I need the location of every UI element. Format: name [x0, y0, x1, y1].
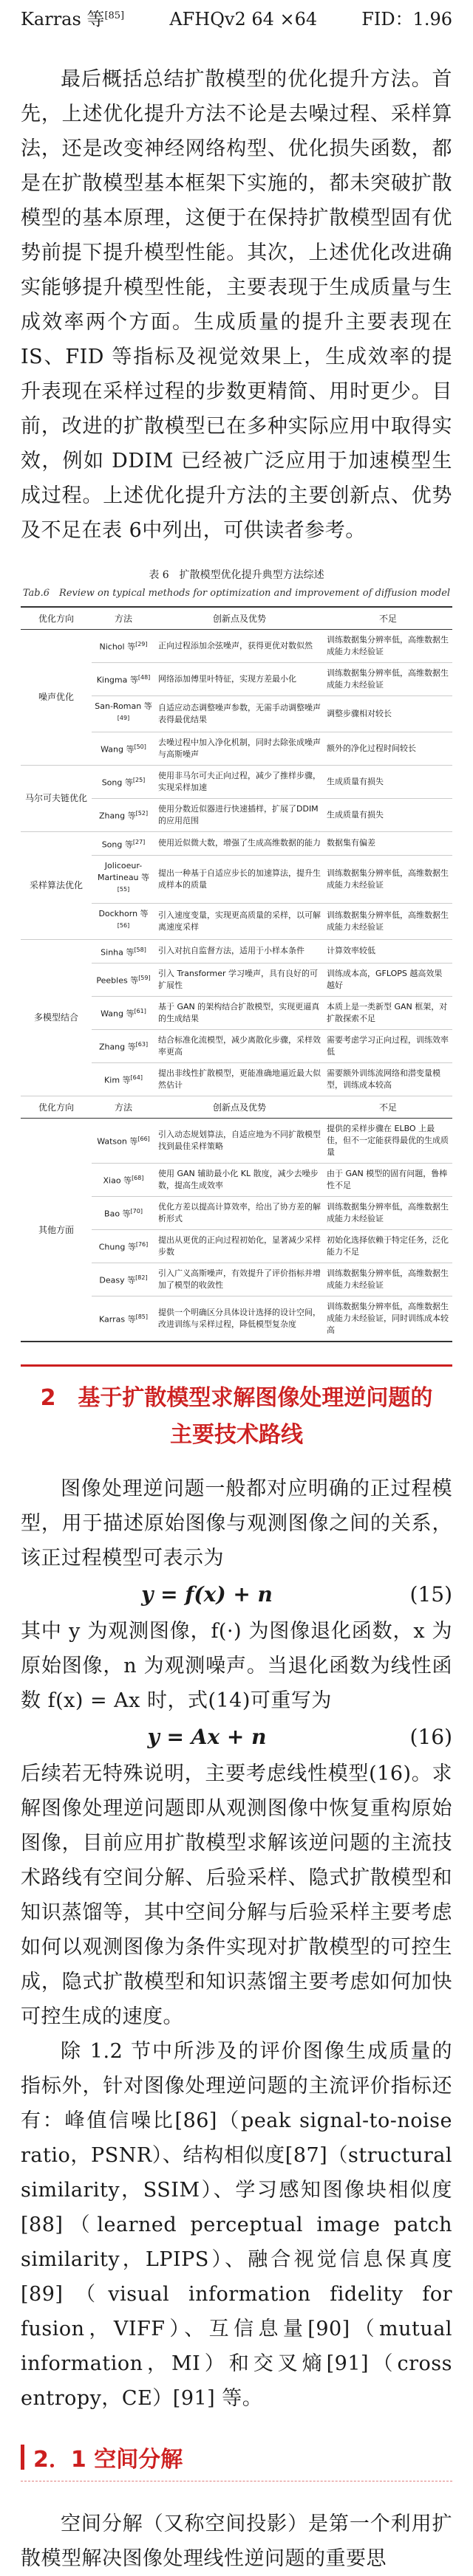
- cell-method-ref: [70]: [130, 1208, 143, 1215]
- th-repeat-1: 方法: [92, 1096, 155, 1119]
- section-2-paragraph-2: 其中 y 为观测图像，f(·) 为图像退化函数，x 为原始图像，n 为观测噪声。当退化函数为线性函数 f(x) = Ax 时，式(14)可重写为: [21, 1620, 452, 1713]
- header-method-name: Karras 等: [21, 9, 105, 30]
- cell-method-name: Zhang 等: [98, 1043, 136, 1053]
- cell-method: [92, 1263, 155, 1296]
- cell-method-name: Wang 等: [101, 744, 135, 755]
- cell-innovation: 基于 GAN 的架构结合扩散模型，实现更逼真的生成结果: [155, 997, 324, 1030]
- table-row: [21, 1119, 452, 1164]
- cell-method: [92, 1119, 155, 1164]
- cell-method: [92, 1197, 155, 1230]
- cell-method-ref: [58]: [134, 946, 146, 953]
- cell-method-name: Nichol 等: [99, 642, 136, 652]
- cell-limitation: 由于 GAN 模型的固有问题，鲁棒性不足: [324, 1164, 452, 1197]
- cell-limitation: 训练成本高，GFLOPS 越高效果越好: [324, 964, 452, 997]
- cell-method-ref: [59]: [138, 975, 151, 982]
- cell-direction: 噪声优化: [21, 630, 92, 766]
- cell-innovation: 使用近似微大数，增强了生成高维数据的能力: [155, 831, 324, 856]
- cell-limitation: 训练数据集分辨率低，高维数据生成能力未经验证: [324, 663, 452, 696]
- cell-method-ref: [76]: [135, 1241, 149, 1248]
- cell-innovation: 使用 GAN 辅助最小化 KL 散度，减少去噪步数，提高生成效率: [155, 1164, 324, 1197]
- section-2-paragraph-3: 后续若无特殊说明，主要考虑线性模型(16)。求解图像处理逆问题即从观测图像中恢复重构原始图像，目前应用扩散模型求解该逆问题的主流技术路线有空间分解、后验采样、隐式扩散模型和知识蒸馏等，其中空间分解与后验采样主要考虑如何以观测图像为条件实现对扩散模型的可控生成，隐式扩散模型和知识蒸馏主要考虑如何加快可控生成的速度。: [21, 1762, 452, 2029]
- cell-method-ref: [63]: [135, 1041, 149, 1048]
- cell-limitation: 需要额外训练流网络和潜变量模型，训练成本较高: [324, 1063, 452, 1096]
- cell-method-name: Kingma 等: [96, 675, 138, 685]
- equation-16-body: y = Ax + n: [147, 1725, 267, 1750]
- cell-method-name: Watson 等: [97, 1137, 138, 1147]
- table-row: [21, 831, 452, 856]
- cell-limitation: 提供的采样步骤在 ELBO 上最佳，但不一定能获得最优的生成质量: [324, 1119, 452, 1164]
- th-direction: 优化方向: [21, 607, 92, 630]
- table-continuation-row: [21, 0, 452, 34]
- section-2-paragraph-4: 除 1.2 节中所涉及的评价图像生成质量的指标外，针对图像处理逆问题的主流评价指标还有：峰值信噪比[86]（peak signal-to-noise ratio，PSNR）、结构相似度[87]（structural similarity，SSIM）、学习感知图像块相似度[88]（learned perceptual image patch similarity，LPIPS）、融合视觉信息保真度[89]（visual information fidelity for fusion，VIFF）、互信息量[90]（mutual information，MI）和交叉熵[91]（cross entropy，CE）[91] 等。: [21, 2040, 452, 2411]
- cell-direction: 马尔可夫链优化: [21, 765, 92, 831]
- cell-innovation: 使用分数近似器进行快速插样，扩展了DDIM 的应用范围: [155, 798, 324, 831]
- cell-method-ref: [25]: [132, 776, 146, 783]
- cell-limitation: 训练数据集分辨率低，高维数据生成能力未经验证，同时训练成本较高: [324, 1296, 452, 1342]
- cell-innovation: 引入速度变量，实现更高质量的采样，以可解离速度采样: [155, 903, 324, 939]
- cell-innovation: 引入对抗自监督方法，适用于小样本条件: [155, 939, 324, 964]
- table-row: [21, 765, 452, 798]
- cell-method-ref: [55]: [117, 886, 130, 893]
- review-table: [21, 606, 452, 1342]
- table-6: [21, 567, 452, 1342]
- cell-method-name: Wang 等: [101, 1009, 135, 1020]
- section-2-paragraph-1: 图像处理逆问题一般都对应明确的正过程模型，用于描述原始图像与观测图像之间的关系，该正过程模型可表示为: [21, 1477, 452, 1570]
- cell-method: [92, 630, 155, 663]
- equation-16: [21, 1718, 452, 1756]
- cell-limitation: 训练数据集分辨率低，高维数据生成能力未经验证: [324, 1263, 452, 1296]
- cell-method: [92, 696, 155, 732]
- cell-method-name: Zhang 等: [98, 811, 136, 821]
- cell-method-ref: [68]: [132, 1175, 144, 1182]
- cell-method: [92, 903, 155, 939]
- cell-method-name: Karras 等: [98, 1315, 136, 1325]
- th-limitation: 不足: [324, 607, 452, 630]
- header-fid: FID：1.96: [361, 9, 452, 30]
- th-repeat-0: 优化方向: [21, 1096, 92, 1119]
- cell-limitation: 计算效率较低: [324, 939, 452, 964]
- equation-15: [21, 1576, 452, 1614]
- cell-method: [92, 831, 155, 856]
- cell-method-name: Kim 等: [104, 1076, 131, 1086]
- cell-limitation: 生成质量有损失: [324, 798, 452, 831]
- cell-method-name: Bao 等: [104, 1209, 131, 1220]
- cell-method-ref: [49]: [117, 715, 130, 721]
- cell-method-name: Sinha 等: [101, 947, 135, 958]
- subsection-2-1-heading: [21, 2441, 452, 2473]
- cell-method: [92, 1030, 155, 1063]
- cell-method: [92, 964, 155, 997]
- cell-method: [92, 1296, 155, 1342]
- th-repeat-3: 不足: [324, 1096, 452, 1119]
- cell-innovation: 正向过程添加余弦噪声，获得更优对数似然: [155, 630, 324, 663]
- cell-method: [92, 856, 155, 904]
- cell-method: [92, 997, 155, 1030]
- equation-15-body: y = f(x) + n: [141, 1582, 273, 1607]
- cell-innovation: 网络添加傅里叶特征，实现方差最小化: [155, 663, 324, 696]
- cell-method-ref: [27]: [132, 838, 146, 845]
- cell-innovation: 引入广义高斯噪声，有效提升了评价指标并增加了模型的收敛性: [155, 1263, 324, 1296]
- cell-method-name: Deasy 等: [99, 1276, 136, 1286]
- cell-method-name: Peebles 等: [96, 976, 139, 986]
- cell-method: [92, 1230, 155, 1263]
- cell-innovation: 提供一个明确区分具体设计选择的设计空间，改进训练与采样过程，降低模型复杂度: [155, 1296, 324, 1342]
- cell-method-ref: [56]: [117, 921, 130, 929]
- cell-limitation: 调整步骤相对较长: [324, 696, 452, 732]
- cell-method-ref: [52]: [135, 809, 149, 817]
- table-caption-cn: 表 6 扩散模型优化提升典型方法综述: [149, 569, 324, 581]
- header-dataset: AFHQv2 64 ×64: [169, 9, 318, 30]
- cell-direction: 其他方面: [21, 1119, 92, 1342]
- cell-limitation: 生成质量有损失: [324, 765, 452, 798]
- cell-method: [92, 798, 155, 831]
- cell-method-ref: [48]: [137, 674, 151, 681]
- cell-method-name: Xiao 等: [103, 1176, 132, 1186]
- cell-innovation: 使用非马尔可夫正向过程，减少了推样步骤，实现采样加速: [155, 765, 324, 798]
- cell-limitation: 训练数据集分辨率低，高维数据生成能力未经验证: [324, 903, 452, 939]
- subsection-accent-bar: [21, 2445, 24, 2470]
- cell-limitation: 本质上是一类新型 GAN 框架，对扩散探索不足: [324, 997, 452, 1030]
- table-row: [21, 939, 452, 964]
- cell-method-ref: [29]: [135, 641, 148, 648]
- cell-limitation: 训练数据集分辨率低，高维数据生成能力未经验证: [324, 856, 452, 904]
- cell-innovation: 提出从更优的正向过程初始化，显著减少采样步数: [155, 1230, 324, 1263]
- cell-method: [92, 663, 155, 696]
- cell-limitation: 训练数据集分辨率低，高维数据生成能力未经验证: [324, 1197, 452, 1230]
- cell-method-name: San-Roman 等: [95, 701, 152, 711]
- cell-method-ref: [85]: [135, 1313, 148, 1321]
- cell-method: [92, 1063, 155, 1096]
- cell-method-ref: [66]: [137, 1136, 150, 1143]
- equation-15-number: (15): [409, 1582, 452, 1607]
- cell-direction: 采样算法优化: [21, 831, 92, 939]
- cell-method-ref: [61]: [134, 1008, 146, 1015]
- cell-innovation: 自适应动态调整噪声参数，无需手动调整噪声表得最优结果: [155, 696, 324, 732]
- table-row: [21, 630, 452, 663]
- header-method: [21, 4, 124, 30]
- cell-innovation: 引入 Transformer 学习噪声，具有良好的可扩展性: [155, 964, 324, 997]
- cell-innovation: 提出非线性扩散模型，更能准确地逼近最大似然估计: [155, 1063, 324, 1096]
- table-caption-en: Tab.6 Review on typical methods for optimization and improvement of diffusion model: [22, 588, 451, 599]
- cell-method: [92, 939, 155, 964]
- cell-limitation: 额外的净化过程时间较长: [324, 732, 452, 765]
- cell-method-ref: [50]: [134, 743, 146, 750]
- cell-innovation: 提出一种基于自适应步长的加速算法，提升生成样本的质量: [155, 856, 324, 904]
- cell-limitation: 需要考虑学习正向过程，训练效率低: [324, 1030, 452, 1063]
- subsection-2-1-paragraph: 空间分解（又称空间投影）是第一个利用扩散模型解决图像处理线性逆问题的重要思: [21, 2513, 452, 2571]
- cell-method-ref: [64]: [130, 1074, 143, 1082]
- cell-limitation: 数据集有偏差: [324, 831, 452, 856]
- table-body: [21, 630, 452, 1342]
- cell-method-ref: [82]: [135, 1274, 148, 1282]
- th-innovation: 创新点及优势: [155, 607, 324, 630]
- cell-limitation: 训练数据集分辨率低，高维数据生成能力未经验证: [324, 630, 452, 663]
- summary-paragraph: 最后概括总结扩散模型的优化提升方法。首先，上述优化提升方法不论是去噪过程、采样算法，还是改变神经网络构型、优化损失函数，都是在扩散模型基本框架下实施的，都未突破扩散模型的基本原理，这便于在保持扩散模型固有优势前提下提升模型性能。其次，上述优化改进确实能够提升模型性能，主要表现于生成质量与生成效率两个方面。生成质量的提升主要表现在 IS、FID 等指标及视觉效果上，生成效率的提升表现在采样过程的步数更精简、用时更少。目前，改进的扩散模型已在多种实际应用中取得实效，例如 DDIM 已经被广泛应用于加速模型生成过程。上述优化提升方法的主要创新点、优势及不足在表 6中列出，可供读者参考。: [21, 68, 452, 542]
- cell-method: [92, 765, 155, 798]
- cell-limitation: 初始化选择依赖于特定任务，泛化能力不足: [324, 1230, 452, 1263]
- th-method: 方法: [92, 607, 155, 630]
- cell-method-name: Jolicoeur-Martineau 等: [97, 861, 150, 883]
- cell-method-name: Dockhorn 等: [98, 908, 149, 918]
- subsection-2-1-title: 2．1 空间分解: [33, 2447, 183, 2473]
- section-divider: [21, 1364, 452, 1367]
- cell-method-name: Chung 等: [98, 1243, 136, 1253]
- table-header-repeat: [21, 1096, 452, 1119]
- th-repeat-2: 创新点及优势: [155, 1096, 324, 1119]
- cell-method: [92, 732, 155, 765]
- section-2-title-line1: 2 基于扩散模型求解图像处理逆问题的: [40, 1385, 433, 1412]
- cell-innovation: 优化方差以提高计算效率，给出了协方差的解析形式: [155, 1197, 324, 1230]
- equation-16-number: (16): [409, 1725, 452, 1750]
- cell-direction: 多模型结合: [21, 939, 92, 1096]
- section-2-title-line2: 主要技术路线: [170, 1422, 303, 1449]
- cell-method: [92, 1164, 155, 1197]
- cell-innovation: 引入动态规划算法，自适应地为不同扩散模型找到最佳采样策略: [155, 1119, 324, 1164]
- cell-method-name: Song 等: [101, 777, 133, 788]
- section-2-title: [21, 1380, 452, 1454]
- header-method-ref: [85]: [104, 10, 125, 21]
- cell-method-name: Song 等: [101, 839, 133, 850]
- cell-innovation: 结合标准化流模型，减少离散化步骤，采样效率更高: [155, 1030, 324, 1063]
- cell-innovation: 去噪过程中加入净化机制，同时去除张成噪声与高斯噪声: [155, 732, 324, 765]
